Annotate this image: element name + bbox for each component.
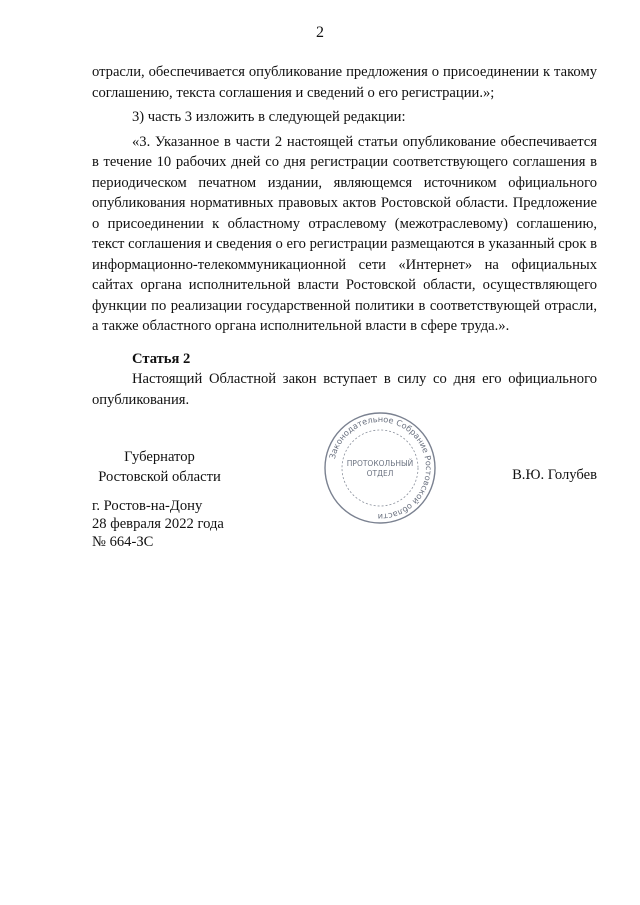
place-date-block bbox=[92, 497, 224, 551]
seal-inner-line1: ПРОТОКОЛЬНЫЙ bbox=[346, 459, 414, 468]
paragraph-continuation: отрасли, обеспечивается опубликование предложения о присоединении к такому соглашению, текста соглашения и сведений о его регистрации.»; bbox=[92, 64, 597, 101]
official-seal bbox=[322, 410, 438, 526]
signer-title bbox=[92, 447, 227, 487]
article-heading: Статья 2 bbox=[132, 350, 191, 367]
law-number: № 664-ЗС bbox=[92, 534, 154, 550]
page-number: 2 bbox=[316, 24, 324, 41]
seal-inner-line2: ОТДЕЛ bbox=[366, 469, 394, 478]
seal-outer-text: Законодательное Собрание Ростовской области bbox=[326, 413, 435, 523]
place-city: г. Ростов-на-Дону bbox=[92, 498, 203, 514]
paragraph-amendment-text: «3. Указанное в части 2 настоящей статьи опубликование обеспечивается в течение 10 рабочих дней со дня регистрации соответствующего соглашения в периодическом печатном издании, являющемся источником официального опубликования нормативных правовых актов Ростовской области. Предложение о присоединении к областному отраслевому (межотраслевому) соглашению, текст соглашения и сведения о его регистрации размещаются в указанный срок в информационно-телекоммуникационной сети «Интернет» на официальных сайтах органа исполнительной власти Ростовской области, осуществляющего функции по реализации государственной политики в соответствующей отрасли, а также областного органа исполнительной власти в сфере труда.». bbox=[92, 133, 597, 334]
signer-title-line2: Ростовской области bbox=[98, 469, 221, 485]
signer-title-line1: Губернатор bbox=[124, 449, 195, 465]
article-text: Настоящий Областной закон вступает в силу со дня его официального опубликования. bbox=[92, 371, 597, 408]
document-body bbox=[92, 62, 597, 410]
paragraph-amendment-item: 3) часть 3 изложить в следующей редакции: bbox=[132, 109, 406, 125]
place-date: 28 февраля 2022 года bbox=[92, 516, 224, 532]
signer-name: В.Ю. Голубев bbox=[512, 467, 597, 483]
